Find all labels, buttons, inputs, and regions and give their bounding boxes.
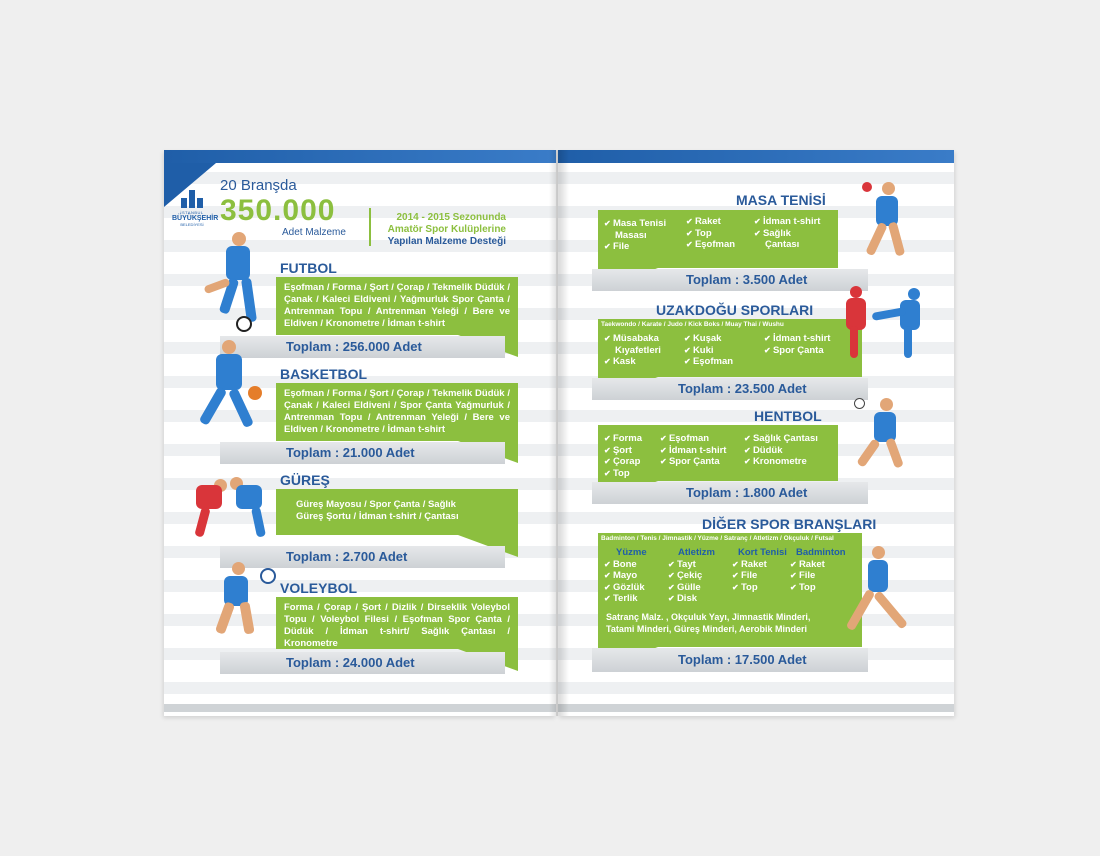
items-box [276, 489, 518, 535]
wrestlers-figure [178, 475, 282, 545]
bottom-bar [558, 704, 954, 712]
extra-items [606, 611, 854, 635]
left-page [164, 150, 556, 716]
season-line-2: Amatör Spor Kulüplerine [387, 224, 506, 235]
branch-count: 20 Branşda [220, 177, 297, 194]
items-col-1 [604, 433, 642, 479]
list-item: Çantası [765, 239, 800, 250]
brochure-spread [164, 150, 954, 716]
paddle-icon [862, 182, 872, 192]
items-col-kort-tenisi [732, 547, 787, 593]
items-col-2 [660, 433, 726, 468]
logo-line-3: BELEDİYESİ [180, 222, 204, 227]
extra-line-2: Tatami Minderi, Güreş Minderi, Aerobik Minderi [606, 624, 808, 634]
items-text [296, 499, 510, 523]
list-item: ✔ Kuşak [684, 333, 733, 345]
big-number: 350.000 [220, 194, 336, 227]
list-item: ✔ File [790, 570, 846, 582]
volleyball-player-figure [202, 558, 276, 642]
bottom-bar [164, 704, 556, 712]
list-item: ✔ Eşofman [660, 433, 726, 445]
items-col-atletizm [668, 547, 715, 605]
sport-title: HENTBOL [754, 408, 822, 424]
list-item: ✔ File [604, 241, 666, 253]
season-line-1: 2014 - 2015 Sezonunda [396, 212, 506, 223]
items-box [598, 425, 838, 481]
list-item: ✔ İdman t-shirt [660, 445, 726, 457]
list-item: ✔ Top [732, 582, 787, 594]
list-item: ✔ File [732, 570, 787, 582]
items-line-2: Güreş Şortu / İdman t-shirt / Çantası [296, 511, 459, 522]
list-item: ✔ Kask [604, 356, 661, 368]
season-line-3: Yapılan Malzeme Desteği [387, 236, 506, 247]
handball-player-figure [840, 394, 920, 476]
total-text: Toplam : 23.500 Adet [678, 381, 807, 396]
list-item: ✔ Forma [604, 433, 642, 445]
column-heading: Kort Tenisi [738, 547, 787, 558]
total-text: Toplam : 3.500 Adet [686, 272, 808, 287]
list-item: ✔ Sağlık [754, 228, 820, 240]
list-item: ✔ Gözlük [604, 582, 647, 594]
total-text: Toplam : 17.500 Adet [678, 652, 807, 667]
list-item: Masası [615, 229, 647, 241]
column-heading: Atletizm [678, 547, 715, 558]
total-text: Toplam : 2.700 Adet [286, 549, 408, 564]
list-item: ✔ Terlik [604, 593, 647, 605]
list-item: ✔ Raket [686, 216, 735, 228]
items-box [276, 597, 518, 649]
items-box [598, 210, 838, 268]
list-item: ✔ Şort [604, 445, 642, 457]
list-item: Kıyafetleri [615, 344, 661, 356]
items-col-3 [754, 216, 820, 251]
list-item: ✔ Eşofman [686, 239, 735, 251]
list-item: ✔ Eşofman [684, 356, 733, 368]
list-item: ✔ İdman t-shirt [764, 333, 830, 345]
items-col-badminton [790, 547, 846, 593]
martial-arts-figure [842, 282, 932, 366]
list-item: ✔ İdman t-shirt [754, 216, 820, 228]
runner-figure [842, 542, 922, 652]
list-item: ✔ Çekiç [668, 570, 715, 582]
list-item: ✔ Sağlık Çantası [744, 433, 818, 445]
right-page [558, 150, 954, 716]
extra-line-1: Satranç Malz. , Okçuluk Yayı, Jimnastik Minderi, [606, 612, 811, 622]
table-tennis-player-figure [844, 178, 924, 266]
adet-label: Adet Malzeme [282, 227, 346, 238]
top-blue-bar [164, 150, 556, 163]
list-item: ✔ Disk [668, 593, 715, 605]
items-col-1 [604, 218, 666, 253]
items-col-1 [604, 333, 661, 368]
list-item: ✔ Mayo [604, 570, 647, 582]
list-item: ✔ Masa Tenisi [604, 218, 666, 230]
items-col-3 [744, 433, 818, 468]
basketball-player-figure [188, 338, 276, 438]
sport-title: UZAKDOĞU SPORLARI [656, 302, 814, 318]
sport-title: BASKETBOL [280, 366, 368, 382]
basketball-ball-icon [248, 386, 262, 400]
sport-title: VOLEYBOL [280, 580, 358, 596]
list-item: ✔ Top [604, 468, 642, 480]
volleyball-ball-icon [260, 568, 276, 584]
items-col-2 [684, 333, 733, 368]
list-item: ✔ Kronometre [744, 456, 818, 468]
football-ball-icon [236, 316, 252, 332]
logo-line-1: İSTANBUL [180, 210, 204, 215]
items-box [598, 319, 862, 377]
column-heading: Yüzme [616, 547, 647, 558]
list-item: ✔ Raket [732, 559, 787, 571]
list-item: ✔ Bone [604, 559, 647, 571]
list-item: ✔ Gülle [668, 582, 715, 594]
items-text: Eşofman / Forma / Şort / Çorap / Tekmelik Düdük / Çanak / Kaleci Eldiveni / Spor Çanta Yağmurluk / Antrenman Topu / Antrenman Yeleği / Bere ve Eldiven / Kronometre / İdman t-shirt [284, 388, 510, 435]
items-subtitle: Taekwondo / Karate / Judo / Kick Boks / Muay Thai / Wushu [601, 321, 784, 328]
column-heading: Badminton [796, 547, 846, 558]
top-blue-bar [558, 150, 954, 163]
logo-line-2: BÜYÜKŞEHİR [172, 215, 219, 222]
total-text: Toplam : 256.000 Adet [286, 339, 422, 354]
items-col-2 [686, 216, 735, 251]
items-text: Forma / Çorap / Şort / Dizlik / Dirseklik Voleybol Topu / Voleybol Filesi / Eşofman Spor Çanta / Düdük / İdman t-shirt/ Sağlık Çantası / Kronometre [284, 602, 510, 649]
list-item: ✔ Raket [790, 559, 846, 571]
items-subtitle: Badminton / Tenis / Jimnastik / Yüzme / Satranç / Atletizm / Okçuluk / Futsal [601, 535, 834, 542]
list-item: ✔ Kuki [684, 345, 733, 357]
list-item: ✔ Top [790, 582, 846, 594]
items-box [598, 533, 862, 647]
list-item: ✔ Düdük [744, 445, 818, 457]
header-divider [369, 208, 371, 246]
items-box [276, 277, 518, 335]
list-item: ✔ Spor Çanta [764, 345, 830, 357]
total-text: Toplam : 21.000 Adet [286, 445, 415, 460]
handball-ball-icon [854, 398, 865, 409]
sport-title: DİĞER SPOR BRANŞLARI [702, 516, 877, 532]
logo-mark-icon [181, 190, 203, 208]
list-item: ✔ Top [686, 228, 735, 240]
sport-title: MASA TENİSİ [736, 192, 826, 208]
items-col-yuzme [604, 547, 647, 605]
items-box [276, 383, 518, 441]
list-item: ✔ Müsabaka [604, 333, 661, 345]
list-item: ✔ Çorap [604, 456, 642, 468]
list-item: ✔ Spor Çanta [660, 456, 726, 468]
season-text [374, 212, 506, 248]
items-text: Eşofman / Forma / Şort / Çorap / Tekmelik Düdük / Çanak / Kaleci Eldiveni / Yağmurluk Spor Çanta / Antrenman Topu / Antrenman Yeleği / Bere ve Eldiven / Kronometre / İdman t-shirt [284, 282, 510, 329]
items-line-1: Güreş Mayosu / Spor Çanta / Sağlık [296, 499, 456, 510]
football-player-figure [194, 230, 276, 330]
items-col-3 [764, 333, 830, 356]
total-text: Toplam : 1.800 Adet [686, 485, 808, 500]
ibb-logo [172, 190, 219, 227]
total-text: Toplam : 24.000 Adet [286, 655, 415, 670]
sport-title: GÜREŞ [280, 472, 330, 488]
sport-title: FUTBOL [280, 260, 337, 276]
list-item: ✔ Tayt [668, 559, 715, 571]
